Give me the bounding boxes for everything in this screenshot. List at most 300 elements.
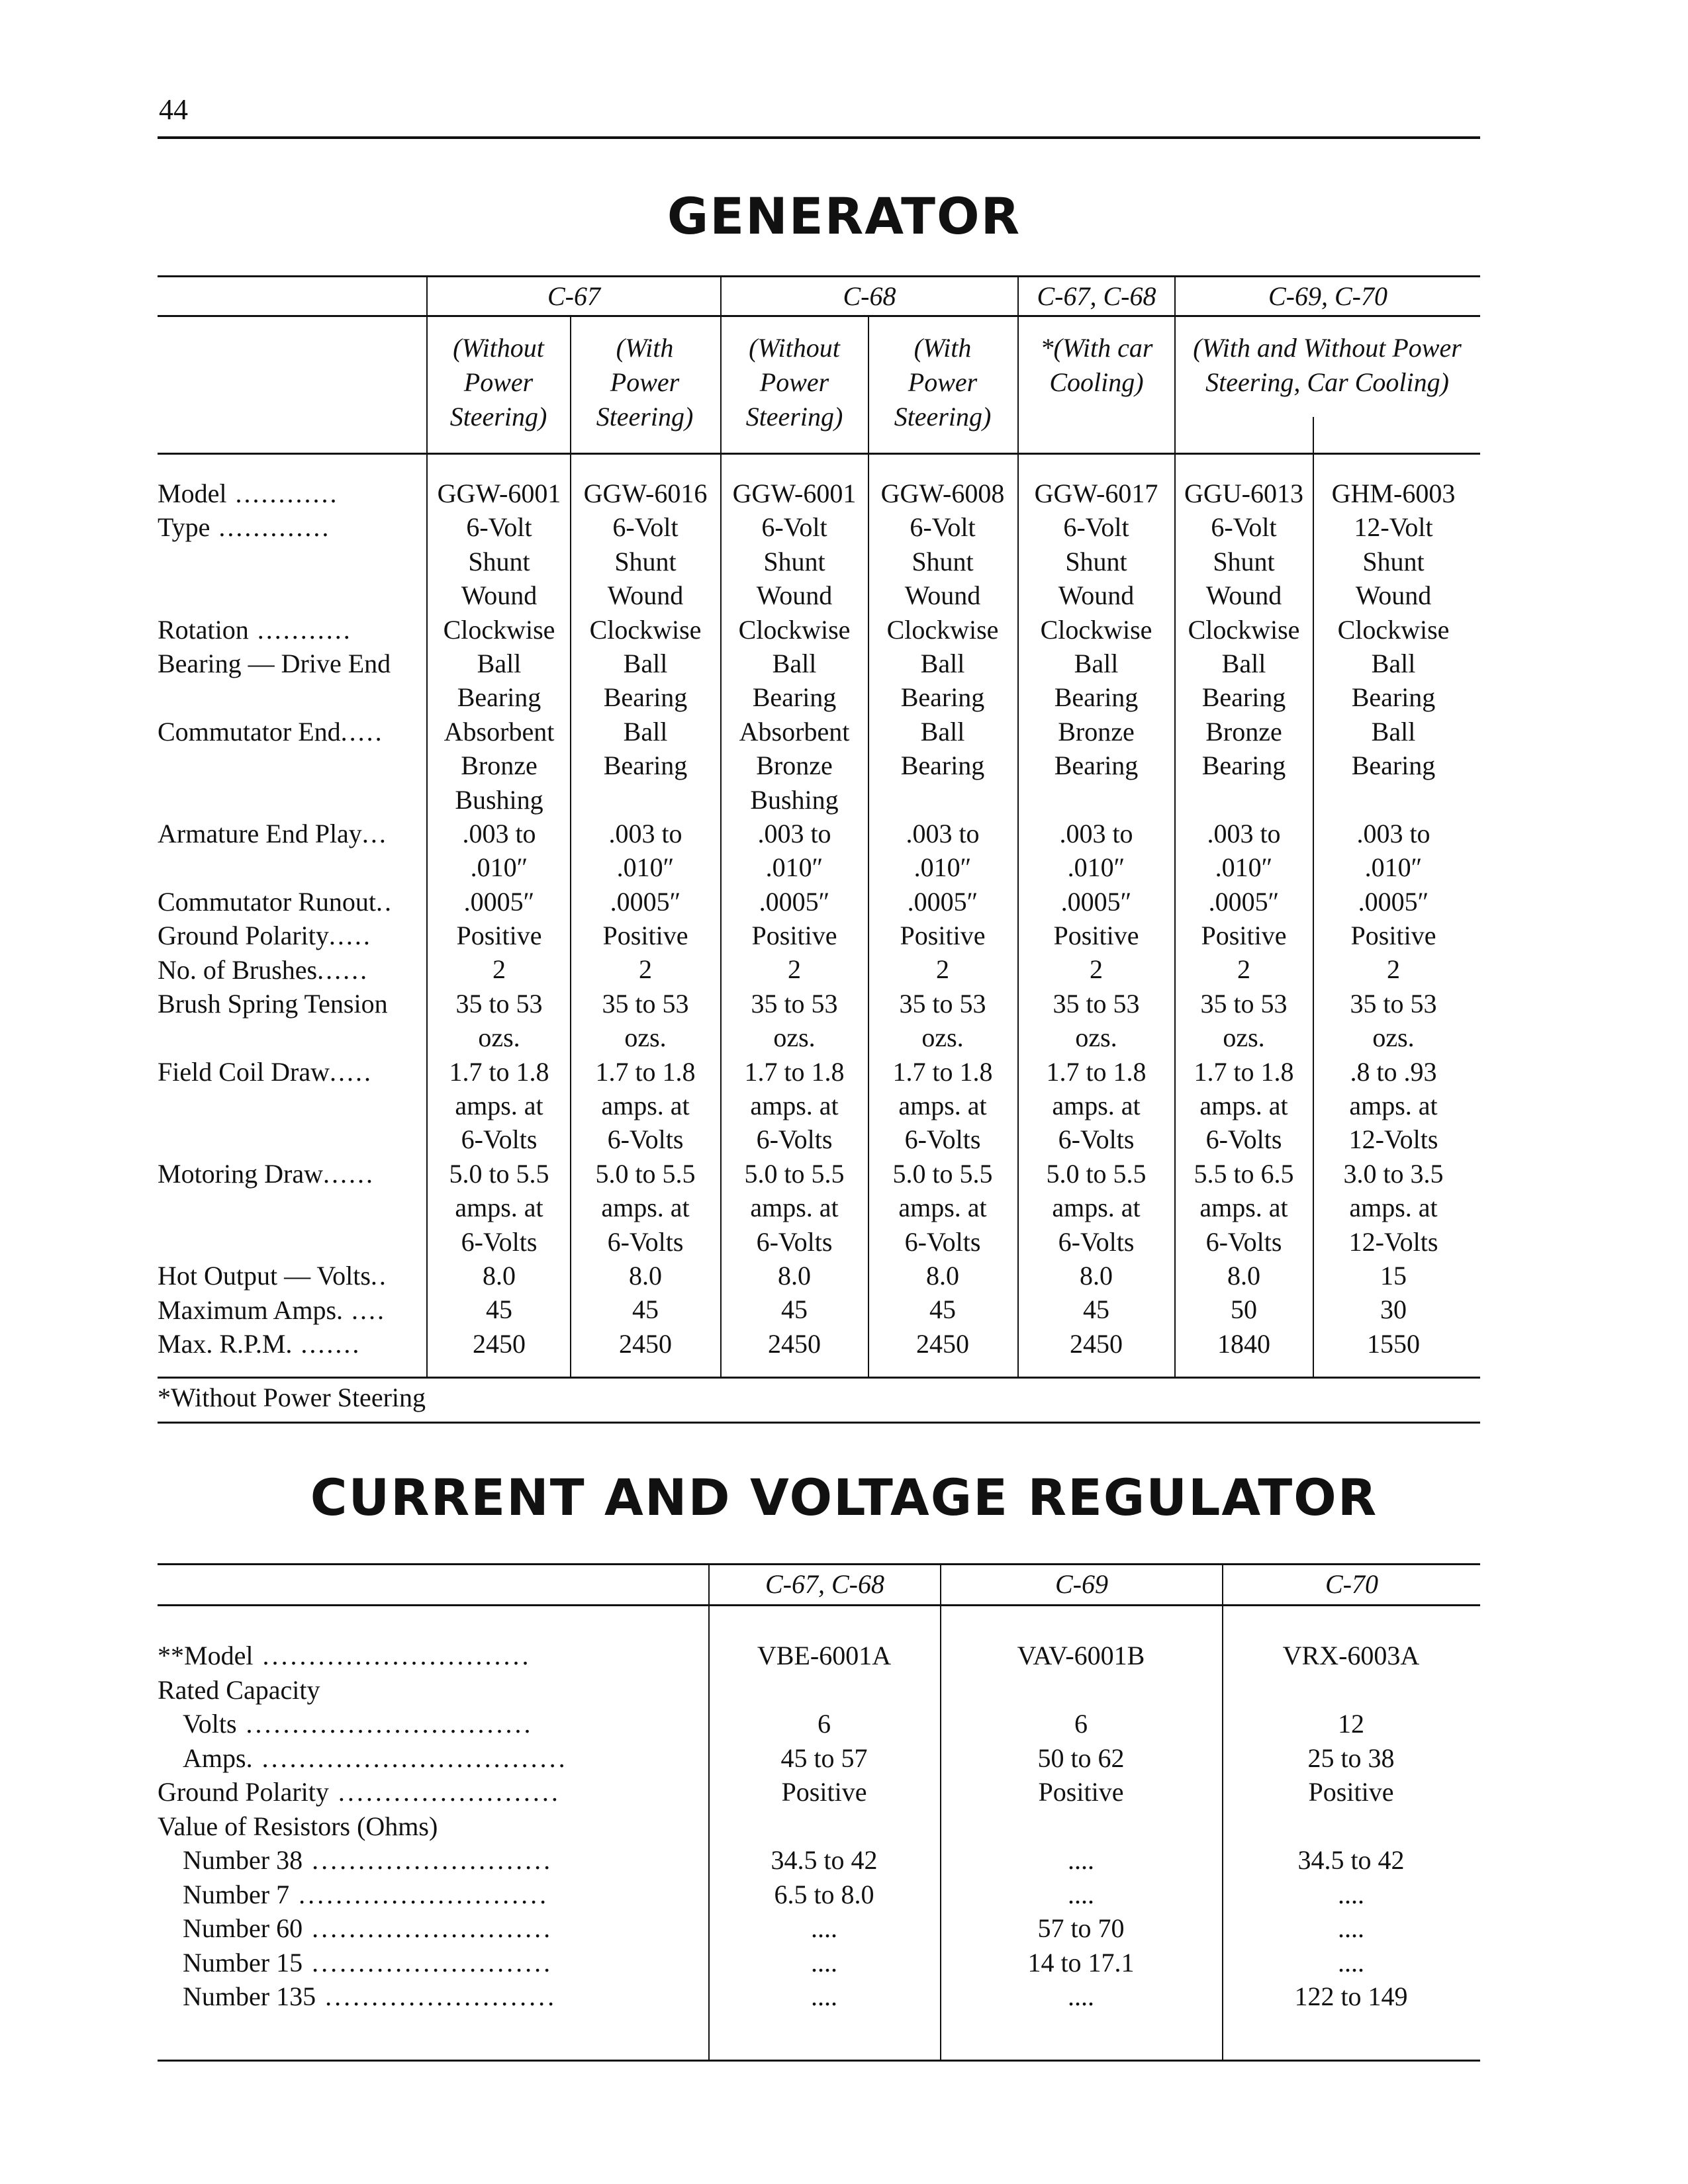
table-cell: 2450 xyxy=(1070,1328,1123,1359)
table-cell: GGW-6008 xyxy=(880,478,1005,508)
table-cell: 35 to 53 xyxy=(1200,988,1288,1019)
reg-rule-top xyxy=(158,1563,1480,1565)
table-cell: 2450 xyxy=(473,1328,526,1359)
table-cell: Positive xyxy=(1201,921,1287,951)
table-cell: 1550 xyxy=(1367,1328,1420,1359)
table-cell xyxy=(1229,1809,1474,1844)
table-cell: 6-Volts xyxy=(756,1124,833,1155)
regulator-row-label: Volts ............................... xyxy=(183,1709,534,1739)
table-cell: .... xyxy=(811,1913,837,1943)
leader-dots: .. xyxy=(370,1261,388,1291)
table-cell: 5.5 to 6.5 xyxy=(1194,1158,1294,1189)
table-cell: 5.0 to 5.5 xyxy=(1046,1158,1147,1189)
table-cell: 5.0 to 5.5 xyxy=(744,1158,845,1189)
table-cell: GGW-6001 xyxy=(732,478,857,508)
table-cell: GGW-6017 xyxy=(1034,478,1158,508)
leader-dots: ............................... xyxy=(236,1709,534,1739)
generator-column-5 xyxy=(1020,477,1172,1361)
table-cell: Ball xyxy=(623,716,668,747)
table-cell: amps. at xyxy=(1199,1193,1288,1223)
table-cell: Bronze xyxy=(1205,716,1282,747)
table-cell: Bronze xyxy=(756,751,833,781)
table-cell: Clockwise xyxy=(1188,614,1300,645)
table-cell: 2 xyxy=(639,954,652,985)
generator-row-label: Rotation ........... xyxy=(158,614,352,645)
table-cell: Wound xyxy=(461,580,538,611)
table-cell: Clockwise xyxy=(886,614,999,645)
table-cell: .0005″ xyxy=(1208,886,1280,917)
table-cell: 6-Volt xyxy=(1063,512,1129,543)
table-cell: Positive xyxy=(781,1777,867,1807)
generator-title: GENERATOR xyxy=(667,187,1021,246)
table-cell: Ball xyxy=(1074,648,1119,678)
table-cell: 6-Volt xyxy=(761,512,827,543)
header-rule xyxy=(158,136,1480,139)
generator-column-1 xyxy=(430,477,568,1361)
leader-dots: ......................... xyxy=(316,1981,557,2011)
table-cell: 6-Volt xyxy=(910,512,976,543)
table-cell: amps. at xyxy=(898,1193,987,1223)
table-cell: 34.5 to 42 xyxy=(771,1845,878,1875)
table-cell: Absorbent xyxy=(444,716,555,747)
table-cell: Bearing xyxy=(1351,751,1436,781)
regulator-row-label: Number 38 .......................... xyxy=(183,1845,553,1875)
gen-vline xyxy=(1313,417,1314,1377)
leader-dots: ..... xyxy=(340,716,384,747)
generator-row-label: Type ............. xyxy=(158,512,331,543)
table-cell: 6-Volt xyxy=(612,512,679,543)
table-cell: 1.7 to 1.8 xyxy=(892,1056,993,1087)
table-cell: Wound xyxy=(904,580,981,611)
table-cell: .003 to xyxy=(1356,818,1430,848)
generator-row-label: Field Coil Draw..... xyxy=(158,1056,373,1087)
table-cell: Ball xyxy=(1371,648,1416,678)
gen-vline xyxy=(1017,275,1019,1377)
table-cell: .010″ xyxy=(470,852,528,883)
table-cell: Positive xyxy=(1053,921,1139,951)
table-cell: .... xyxy=(811,1981,837,2011)
table-cell: 6-Volts xyxy=(461,1124,538,1155)
table-cell xyxy=(715,1673,933,1707)
generator-row-label: Hot Output — Volts.. xyxy=(158,1261,388,1291)
table-cell: amps. at xyxy=(1199,1091,1288,1121)
table-cell: 6-Volts xyxy=(904,1124,981,1155)
table-cell: ozs. xyxy=(624,1023,667,1053)
gen-vline xyxy=(868,315,869,1377)
table-cell: 8.0 xyxy=(629,1260,662,1291)
table-cell: Shunt xyxy=(912,546,974,576)
table-cell: Bearing xyxy=(1054,751,1139,781)
table-cell: 122 to 149 xyxy=(1294,1981,1408,2011)
table-cell: Bronze xyxy=(1058,716,1135,747)
table-cell: amps. at xyxy=(601,1091,690,1121)
table-cell: Clockwise xyxy=(443,614,555,645)
table-cell: .003 to xyxy=(1207,818,1281,848)
leader-dots: .... xyxy=(343,1295,387,1325)
table-cell: 15 xyxy=(1380,1260,1407,1291)
table-cell: .010″ xyxy=(1067,852,1125,883)
table-cell: amps. at xyxy=(455,1193,543,1223)
table-cell: .010″ xyxy=(914,852,972,883)
subheader-with-and-without: (With and Without Power Steering, Car Cooling) xyxy=(1193,333,1462,397)
leader-dots: ... xyxy=(361,819,388,848)
regulator-row-label: Number 60 .......................... xyxy=(183,1913,553,1943)
table-cell: .0005″ xyxy=(610,886,681,917)
table-cell: Wound xyxy=(1058,580,1135,611)
table-cell: 6-Volts xyxy=(756,1226,833,1257)
table-cell: amps. at xyxy=(750,1193,839,1223)
table-cell: Shunt xyxy=(1362,546,1425,576)
subheader-with-car-cooling: *(With car Cooling) xyxy=(1040,333,1153,397)
table-cell: 6-Volts xyxy=(1058,1226,1135,1257)
generator-row-label: Commutator Runout.. xyxy=(158,886,393,917)
table-cell: 35 to 53 xyxy=(1053,988,1140,1019)
leader-dots: ............................. xyxy=(253,1641,532,1670)
table-cell: 35 to 53 xyxy=(899,988,986,1019)
leader-dots: ...... xyxy=(317,954,369,985)
table-cell: Ball xyxy=(623,648,668,678)
table-cell: Ball xyxy=(477,648,522,678)
gen-rule-sub xyxy=(158,453,1480,455)
table-cell: .... xyxy=(1068,1981,1094,2011)
table-cell: .... xyxy=(811,1947,837,1978)
reg-header-c69: C-69 xyxy=(1055,1569,1108,1599)
table-cell: 35 to 53 xyxy=(1350,988,1437,1019)
table-cell: 45 to 57 xyxy=(780,1743,868,1773)
reg-vline xyxy=(940,1563,941,2060)
table-cell: .... xyxy=(1068,1879,1094,1909)
generator-column-6 xyxy=(1177,477,1311,1361)
table-cell: 2450 xyxy=(619,1328,672,1359)
table-cell: .003 to xyxy=(1059,818,1133,848)
table-cell: 5.0 to 5.5 xyxy=(595,1158,696,1189)
table-cell: VAV-6001B xyxy=(1017,1641,1145,1670)
table-cell: 45 xyxy=(486,1295,512,1325)
table-cell: Bearing xyxy=(603,751,688,781)
table-cell: Ball xyxy=(920,716,965,747)
table-cell: 8.0 xyxy=(926,1260,959,1291)
group-header-c67-c68: C-67, C-68 xyxy=(1037,281,1156,311)
leader-dots: ............. xyxy=(210,512,331,543)
table-cell: GHM-6003 xyxy=(1331,478,1456,508)
table-cell: GGU-6013 xyxy=(1184,478,1303,508)
table-cell: ozs. xyxy=(1223,1023,1265,1053)
group-header-c67: C-67 xyxy=(547,281,600,311)
table-cell: 45 xyxy=(781,1295,808,1325)
subheader-without-power-steering: (Without Power Steering) xyxy=(745,333,843,432)
leader-dots: .......................... xyxy=(303,1845,553,1875)
table-cell: Shunt xyxy=(1065,546,1127,576)
regulator-row-label: **Model ............................. xyxy=(158,1641,532,1670)
reg-rule-header xyxy=(158,1604,1480,1606)
table-cell: 8.0 xyxy=(1080,1260,1113,1291)
table-cell: Ball xyxy=(1371,716,1416,747)
table-cell: 1840 xyxy=(1217,1328,1270,1359)
table-cell: .003 to xyxy=(757,818,831,848)
reg-rule-bottom xyxy=(158,2060,1480,2062)
group-header-c68: C-68 xyxy=(843,281,896,311)
table-cell: 3.0 to 3.5 xyxy=(1343,1158,1444,1189)
regulator-row-label: Amps. ................................. xyxy=(183,1743,568,1773)
regulator-row-label: Number 135 ......................... xyxy=(183,1981,557,2011)
table-cell: Shunt xyxy=(468,546,530,576)
regulator-row-label: Number 15 .......................... xyxy=(183,1947,553,1978)
table-cell: ozs. xyxy=(1075,1023,1117,1053)
table-cell: 35 to 53 xyxy=(751,988,838,1019)
table-cell: Positive xyxy=(1038,1777,1124,1807)
table-cell: Bearing xyxy=(752,682,837,713)
table-cell: 50 to 62 xyxy=(1037,1743,1125,1773)
reg-header-c67-c68: C-67, C-68 xyxy=(765,1569,884,1599)
regulator-row-label: Rated Capacity xyxy=(158,1674,320,1705)
table-cell: Wound xyxy=(607,580,684,611)
table-cell: Positive xyxy=(456,921,542,951)
table-cell: Bearing xyxy=(1351,682,1436,713)
table-cell xyxy=(715,1809,933,1844)
gen-rule-bottom xyxy=(158,1377,1480,1379)
regulator-column-3 xyxy=(1229,1639,1474,2014)
table-cell: 12-Volts xyxy=(1348,1226,1438,1257)
table-cell: .0005″ xyxy=(759,886,830,917)
table-cell: .0005″ xyxy=(1358,886,1429,917)
generator-row-label: Bearing — Drive End xyxy=(158,649,391,678)
table-cell: Clockwise xyxy=(738,614,851,645)
table-cell: 6-Volts xyxy=(1058,1124,1135,1155)
table-cell: 6-Volts xyxy=(904,1226,981,1257)
reg-vline xyxy=(1222,1563,1223,2060)
table-cell: .8 to .93 xyxy=(1350,1056,1437,1087)
table-cell: 50 xyxy=(1231,1295,1257,1325)
table-cell: 1.7 to 1.8 xyxy=(449,1056,549,1087)
table-cell: 30 xyxy=(1380,1295,1407,1325)
leader-dots: ..... xyxy=(329,1056,373,1087)
table-cell: .003 to xyxy=(608,818,682,848)
table-cell: 1.7 to 1.8 xyxy=(744,1056,845,1087)
generator-row-label: Brush Spring Tension xyxy=(158,989,388,1019)
table-cell: Absorbent xyxy=(739,716,850,747)
table-cell: 6-Volt xyxy=(1211,512,1277,543)
table-cell: Shunt xyxy=(614,546,677,576)
leader-dots: ........................ xyxy=(328,1777,561,1807)
table-cell: 2 xyxy=(1237,954,1250,985)
table-cell: Positive xyxy=(751,921,837,951)
table-cell xyxy=(947,1673,1215,1707)
reg-header-c70: C-70 xyxy=(1325,1569,1378,1599)
table-cell: 1.7 to 1.8 xyxy=(1194,1056,1294,1087)
table-cell: amps. at xyxy=(750,1091,839,1121)
table-cell: amps. at xyxy=(1052,1091,1141,1121)
table-cell: 6 xyxy=(1074,1709,1088,1739)
table-cell: 2450 xyxy=(768,1328,821,1359)
leader-dots: .......................... xyxy=(303,1913,553,1943)
table-cell: 45 xyxy=(632,1295,659,1325)
table-cell: Bearing xyxy=(1201,682,1286,713)
table-cell: amps. at xyxy=(1349,1193,1438,1223)
table-cell: Wound xyxy=(1355,580,1432,611)
generator-row-label: Model ............ xyxy=(158,478,339,508)
table-cell: 1.7 to 1.8 xyxy=(595,1056,696,1087)
table-cell: 35 to 53 xyxy=(455,988,543,1019)
regulator-column-1 xyxy=(715,1639,933,2014)
page-number: 44 xyxy=(159,93,188,126)
gen-vline xyxy=(720,275,722,1377)
table-cell: 2 xyxy=(1090,954,1103,985)
table-cell: 6-Volts xyxy=(607,1124,684,1155)
table-cell: Positive xyxy=(1308,1777,1394,1807)
gen-vline xyxy=(570,315,571,1377)
table-cell: 2 xyxy=(492,954,506,985)
table-cell: 57 to 70 xyxy=(1037,1913,1125,1943)
table-cell: Positive xyxy=(900,921,986,951)
leader-dots: ............ xyxy=(226,478,339,508)
generator-column-7 xyxy=(1315,477,1472,1361)
generator-footnote: *Without Power Steering xyxy=(158,1383,426,1412)
table-cell: 6.5 to 8.0 xyxy=(774,1879,874,1909)
group-header-c69-c70: C-69, C-70 xyxy=(1268,281,1387,311)
table-cell: 2450 xyxy=(916,1328,969,1359)
generator-column-3 xyxy=(723,477,866,1361)
generator-row-label: Maximum Amps. .... xyxy=(158,1295,387,1325)
table-cell: amps. at xyxy=(898,1091,987,1121)
table-cell: 8.0 xyxy=(483,1260,516,1291)
regulator-column-2 xyxy=(947,1639,1215,2014)
table-cell: 1.7 to 1.8 xyxy=(1046,1056,1147,1087)
table-cell: 12-Volts xyxy=(1348,1124,1438,1155)
table-cell: .0005″ xyxy=(1060,886,1132,917)
table-cell: .003 to xyxy=(462,818,536,848)
gen-rule-foot xyxy=(158,1422,1480,1424)
regulator-row-label: Value of Resistors (Ohms) xyxy=(158,1811,438,1841)
table-cell: Bearing xyxy=(457,682,541,713)
table-cell: .003 to xyxy=(906,818,980,848)
table-cell: 5.0 to 5.5 xyxy=(449,1158,549,1189)
table-cell: 5.0 to 5.5 xyxy=(892,1158,993,1189)
table-cell: 6 xyxy=(818,1709,831,1739)
leader-dots: .. xyxy=(376,886,393,917)
table-cell xyxy=(1229,1673,1474,1707)
leader-dots: .......................... xyxy=(303,1947,553,1978)
table-cell: .... xyxy=(1068,1845,1094,1875)
table-cell: .0005″ xyxy=(907,886,978,917)
table-cell: Bearing xyxy=(1054,682,1139,713)
leader-dots: ........................... xyxy=(289,1879,549,1909)
subheader-without-power-steering: (Without Power Steering) xyxy=(449,333,547,432)
table-cell: Shunt xyxy=(763,546,825,576)
gen-rule-top xyxy=(158,275,1480,277)
table-cell: Positive xyxy=(602,921,688,951)
regulator-title: CURRENT AND VOLTAGE REGULATOR xyxy=(310,1468,1378,1527)
leader-dots: ....... xyxy=(292,1329,361,1359)
table-cell: Bushing xyxy=(750,784,839,815)
table-cell: .... xyxy=(1338,1913,1364,1943)
generator-row-label: Armature End Play... xyxy=(158,819,388,848)
table-cell: 25 to 38 xyxy=(1307,1743,1395,1773)
table-cell: .... xyxy=(1338,1879,1364,1909)
table-cell: 12-Volt xyxy=(1354,512,1433,543)
leader-dots: ..... xyxy=(328,921,372,951)
generator-row-label: Motoring Draw...... xyxy=(158,1159,375,1189)
table-cell: GGW-6016 xyxy=(583,478,708,508)
gen-vline xyxy=(1174,275,1176,1377)
table-cell xyxy=(1020,783,1172,817)
table-cell: ozs. xyxy=(773,1023,816,1053)
table-cell: amps. at xyxy=(601,1193,690,1223)
table-cell: Positive xyxy=(1350,921,1436,951)
table-cell: Wound xyxy=(1205,580,1282,611)
generator-row-label: Ground Polarity..... xyxy=(158,921,372,951)
table-cell: 6-Volts xyxy=(1205,1124,1282,1155)
table-cell: Wound xyxy=(756,580,833,611)
table-cell xyxy=(1315,783,1472,817)
table-cell: 2 xyxy=(1387,954,1400,985)
table-cell: amps. at xyxy=(1052,1193,1141,1223)
table-cell: 14 to 17.1 xyxy=(1027,1947,1135,1978)
table-cell xyxy=(1177,783,1311,817)
table-cell: amps. at xyxy=(1349,1091,1438,1121)
gen-vline xyxy=(426,275,428,1377)
table-cell: .010″ xyxy=(616,852,675,883)
table-cell: Ball xyxy=(920,648,965,678)
table-cell: 6-Volts xyxy=(1205,1226,1282,1257)
table-cell: VRX-6003A xyxy=(1282,1641,1420,1670)
table-cell: 2 xyxy=(788,954,801,985)
table-cell: 34.5 to 42 xyxy=(1297,1845,1405,1875)
table-cell: .0005″ xyxy=(463,886,535,917)
regulator-row-label: Number 7 ........................... xyxy=(183,1879,549,1909)
table-cell: ozs. xyxy=(921,1023,964,1053)
table-cell: .... xyxy=(1338,1947,1364,1978)
table-cell: Bearing xyxy=(900,751,985,781)
table-cell: ozs. xyxy=(478,1023,520,1053)
table-cell: VBE-6001A xyxy=(757,1641,892,1670)
table-cell: Ball xyxy=(772,648,817,678)
gen-rule-group xyxy=(158,315,1480,317)
table-cell: Clockwise xyxy=(1040,614,1152,645)
generator-column-4 xyxy=(870,477,1015,1361)
table-cell: 6-Volts xyxy=(607,1226,684,1257)
table-cell: 45 xyxy=(1083,1295,1109,1325)
table-cell: .010″ xyxy=(1215,852,1273,883)
table-cell: Clockwise xyxy=(1337,614,1450,645)
table-cell: .010″ xyxy=(1364,852,1423,883)
table-cell: Bearing xyxy=(1201,751,1286,781)
table-cell: 35 to 53 xyxy=(602,988,689,1019)
table-cell: Bronze xyxy=(461,751,538,781)
table-cell: 8.0 xyxy=(1227,1260,1260,1291)
table-cell: .010″ xyxy=(765,852,823,883)
subheader-with-power-steering: (With Power Steering) xyxy=(894,333,992,432)
table-cell xyxy=(947,1809,1215,1844)
generator-column-2 xyxy=(573,477,718,1361)
table-cell: Bearing xyxy=(603,682,688,713)
generator-row-label: Max. R.P.M. ....... xyxy=(158,1329,361,1359)
table-cell: Clockwise xyxy=(589,614,702,645)
leader-dots: ................................. xyxy=(252,1743,568,1773)
table-cell: 6-Volts xyxy=(461,1226,538,1257)
table-cell: 2 xyxy=(936,954,949,985)
subheader-with-power-steering: (With Power Steering) xyxy=(596,333,694,432)
table-cell: Bearing xyxy=(900,682,985,713)
table-cell: Bushing xyxy=(455,784,543,815)
table-cell: 12 xyxy=(1338,1709,1364,1739)
table-cell xyxy=(573,783,718,817)
table-cell xyxy=(870,783,1015,817)
regulator-row-label: Ground Polarity ........................ xyxy=(158,1777,561,1807)
reg-vline xyxy=(708,1563,710,2060)
table-cell: GGW-6001 xyxy=(437,478,561,508)
table-cell: 6-Volt xyxy=(466,512,532,543)
table-cell: Ball xyxy=(1221,648,1266,678)
